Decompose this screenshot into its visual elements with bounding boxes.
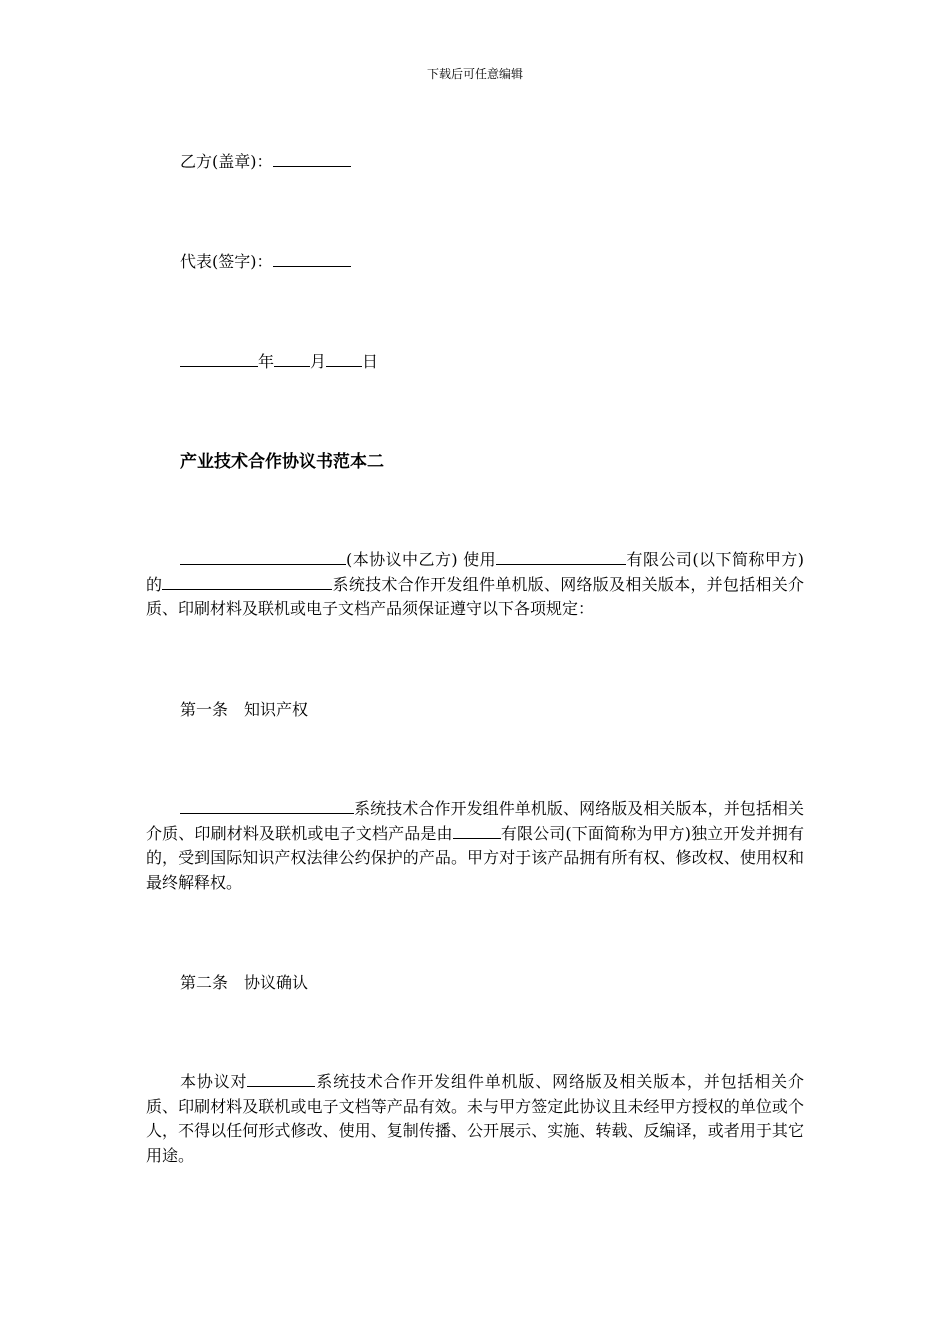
article2-system-blank [247,1070,315,1087]
party-b-seal-blank [273,150,351,167]
article2-text-part2: 系统技术合作开发组件单机版、网络版及相关版本，并包括相关介质、印刷材料及联机或电子文档等产品有效。未与甲方签定此协议且未经甲方授权的单位或个人，不得以任何形式修改、使用、复制传播、公开展示、实施、转载、反编译，或者用于其它用途。 [146,1072,804,1165]
intro-text-part3: 系统技术合作开发组件单机版、网络版及相关版本，并包括相关介质、印刷材料及联机或电子文档产品须保证遵守以下各项规定： [146,574,804,618]
article2-text-part1: 本协议对 [180,1072,248,1091]
date-year-blank [180,350,258,367]
date-day-label: 日 [362,352,379,371]
date-day-blank [326,350,362,367]
intro-text-part2: 有限公司(以下简称甲方)的 [146,550,804,594]
article2-heading: 第二条 协议确认 [180,973,309,992]
article1-text-part2: 有限公司(下面简称为甲方)独立开发并拥有的，受到国际知识产权法律公约保护的产品。甲方对于该产品拥有所有权、修改权、使用权和最终解释权。 [146,823,804,892]
party-b-seal-line [180,150,351,174]
date-month-label: 月 [310,352,327,371]
section-title: 产业技术合作协议书范本二 [180,452,384,472]
article1-company-blank [453,822,501,839]
article1-heading: 第一条 知识产权 [180,700,309,719]
representative-signature-line [180,250,351,274]
date-line [180,350,378,374]
page-header-note: 下载后可任意编辑 [426,67,523,81]
intro-system-blank [162,573,332,590]
article1-paragraph [146,797,804,895]
date-month-blank [274,350,310,367]
article2-paragraph [146,1070,804,1168]
article1-text-part1: 系统技术合作开发组件单机版、网络版及相关版本，并包括相关介质、印刷材料及联机或电子文档产品是由 [146,799,804,843]
article1-system-blank [180,797,354,814]
intro-party-b-blank [180,548,346,565]
party-b-seal-label: 乙方(盖章)： [180,152,273,171]
intro-company-blank [496,548,626,565]
representative-signature-label: 代表(签字)： [180,252,273,271]
intro-paragraph [146,548,804,622]
intro-text-part1: (本协议中乙方) 使用 [346,550,497,569]
date-year-label: 年 [258,352,275,371]
representative-signature-blank [273,250,351,267]
